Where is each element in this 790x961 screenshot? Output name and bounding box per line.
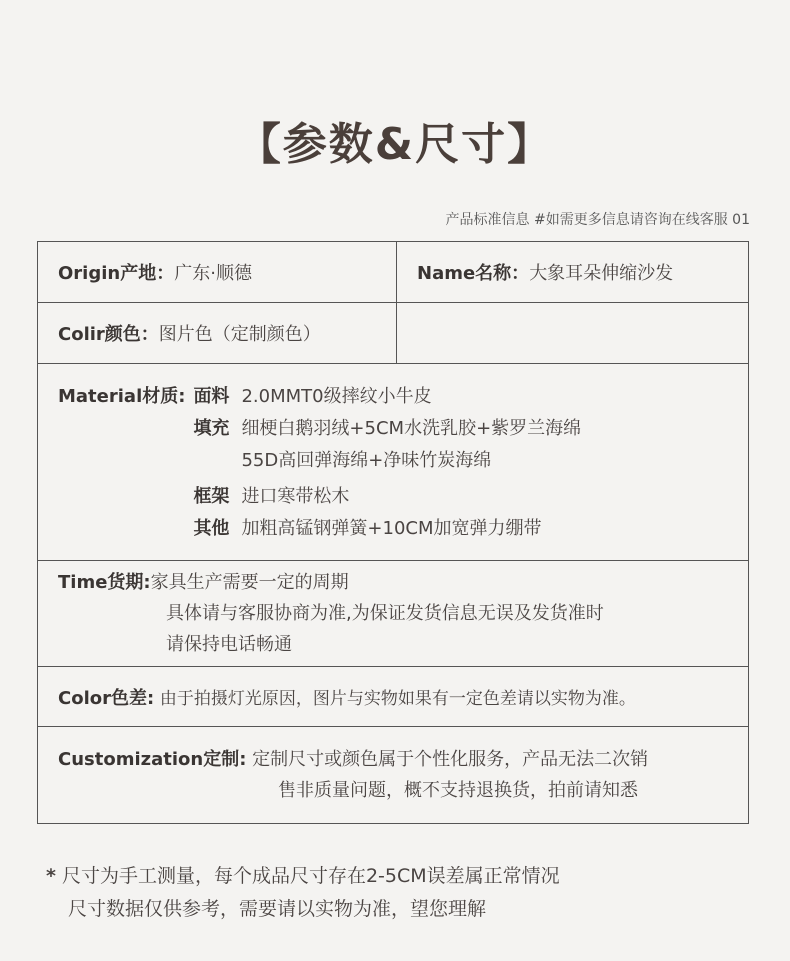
footnote xyxy=(46,860,560,926)
material-label: Material材质: xyxy=(58,386,186,407)
material-value-filling: 细梗白鹅羽绒+5CM水洗乳胶+紫罗兰海绵 xyxy=(241,418,582,439)
material-value-frame: 进口寒带松木 xyxy=(241,486,350,507)
origin-value: 广东·顺德 xyxy=(174,263,252,284)
page-subtitle: 产品标准信息 #如需更多信息请咨询在线客服 01 xyxy=(445,212,750,228)
asterisk-icon: * xyxy=(46,865,56,887)
custom-cell xyxy=(38,727,749,824)
table-row xyxy=(38,364,749,561)
material-key-filling: 填充 xyxy=(193,418,230,439)
colir-cell xyxy=(38,303,397,364)
empty-cell xyxy=(397,303,749,364)
spec-table xyxy=(37,241,749,824)
time-line-3: 请保持电话畅通 xyxy=(166,634,292,655)
footnote-line-2: 尺寸数据仅供参考，需要请以实物为准，望您理解 xyxy=(68,898,487,920)
name-value: 大象耳朵伸缩沙发 xyxy=(529,263,674,284)
time-label: Time货期: xyxy=(58,572,151,593)
page-title: 【参数&尺寸】 xyxy=(236,119,554,170)
custom-line-2: 售非质量问题，概不支持退换货，拍前请知悉 xyxy=(278,780,638,801)
custom-label: Customization定制: xyxy=(58,749,247,770)
colir-label: Colir颜色： xyxy=(58,324,159,345)
material-value-filling-2: 55D高回弹海绵+净味竹炭海绵 xyxy=(241,450,492,471)
colir-value: 图片色（定制颜色） xyxy=(158,324,321,345)
origin-label: Origin产地： xyxy=(58,263,175,284)
table-row xyxy=(38,561,749,667)
time-line-1: 家具生产需要一定的周期 xyxy=(150,572,349,593)
material-value-other: 加粗高锰钢弹簧+10CM加宽弹力绷带 xyxy=(241,518,542,539)
material-value-fabric: 2.0MMT0级摔纹小牛皮 xyxy=(241,386,432,407)
name-label: Name名称： xyxy=(417,263,530,284)
table-row xyxy=(38,303,749,364)
material-key-frame: 框架 xyxy=(193,486,230,507)
color-label: Color色差: xyxy=(58,687,155,709)
color-value: 由于拍摄灯光原因，图片与实物如果有一定色差请以实物为准。 xyxy=(159,688,636,709)
table-row xyxy=(38,667,749,727)
origin-cell xyxy=(38,242,397,303)
material-key-fabric: 面料 xyxy=(193,386,230,407)
footnote-line-1: 尺寸为手工测量，每个成品尺寸存在2-5CM误差属正常情况 xyxy=(61,865,560,887)
material-cell xyxy=(38,364,749,561)
time-cell xyxy=(38,561,749,667)
time-line-2: 具体请与客服协商为准,为保证发货信息无误及发货准时 xyxy=(166,603,604,624)
name-cell xyxy=(397,242,749,303)
custom-line-1: 定制尺寸或颜色属于个性化服务，产品无法二次销 xyxy=(252,749,649,770)
table-row xyxy=(38,242,749,303)
color-cell xyxy=(38,667,749,727)
table-row xyxy=(38,727,749,824)
material-key-other: 其他 xyxy=(193,518,230,539)
